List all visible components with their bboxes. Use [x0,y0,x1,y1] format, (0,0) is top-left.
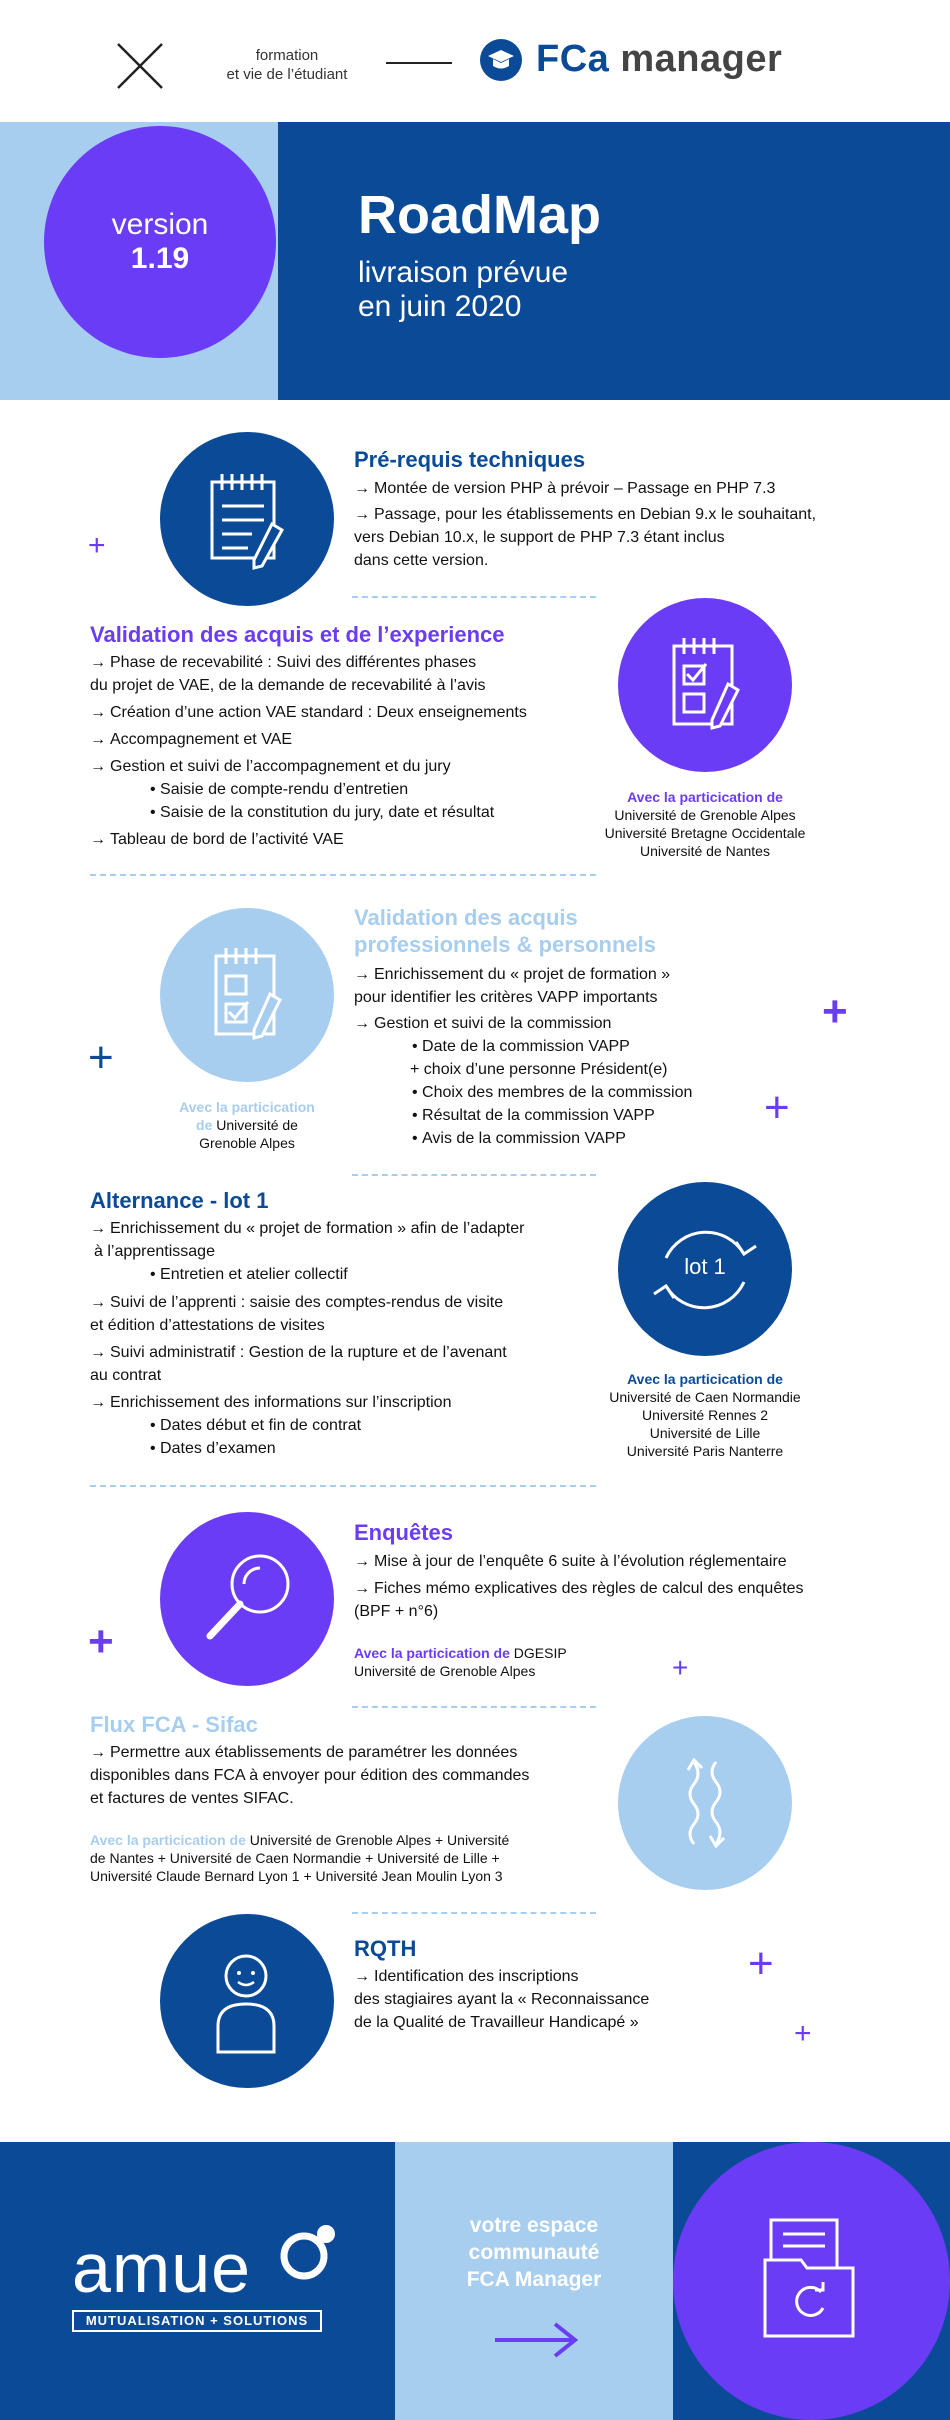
enquetes-partner-1: DGESIP [509,1645,567,1661]
community-circle [673,2142,950,2420]
page-subtitle [358,256,568,324]
subtitle-line1: livraison prévue [358,256,569,289]
vapp-subitem-2: • Choix des membres de la commission [412,1084,693,1101]
section-divider [352,1174,596,1176]
vae-subitem-2: • Saisie de la constitution du jury, date et résultat [150,804,495,821]
vapp-title-line1: Validation des acquis [354,905,578,930]
plus-decoration: + [748,1939,774,1988]
vapp-subitem-3: • Résultat de la commission VAPP [412,1107,655,1124]
sifac-circle [618,1716,792,1890]
brand-fca: FCa [536,38,610,80]
sifac-item-1-cont: disponibles dans FCA à envoyer pour édition des commandes [90,1767,530,1784]
vapp-partner-heading: Avec la particication [179,1099,315,1115]
rqth-item-1: → Identification des inscriptions [354,1968,579,1985]
vapp-item-1-cont: pour identifier les critères VAPP importants [354,989,658,1006]
alternance-partner-4: Université Paris Nanterre [626,1443,784,1459]
sifac-partner-heading: Avec la particication de [90,1832,246,1848]
alternance-partners [560,1370,850,1460]
version-label: version [111,208,209,241]
amue-logo-mark [280,2222,340,2282]
plus-decoration: + [764,1083,790,1132]
vae-title: Validation des acquis et de l’experience [90,622,505,647]
vapp-item-2: → Gestion et suivi de la commission [354,1015,612,1032]
version-circle [44,126,276,358]
vae-subitem-1: • Saisie de compte-rendu d’entretien [150,781,409,798]
vapp-subitem-3-text: Résultat de la commission VAPP [422,1107,655,1124]
sifac-item-1-cont2: et factures de ventes SIFAC. [90,1790,294,1807]
cta-line3: FCA Manager [466,2268,602,2291]
alternance-subitem-1-text: Entretien et atelier collectif [160,1266,348,1283]
alternance-item-3-cont: au contrat [90,1367,162,1384]
cta-line1: votre espace [469,2214,599,2237]
alternance-item-4-text: Enrichissement des informations sur l’inscription [110,1394,452,1411]
fca-manager-logo [480,36,830,84]
vae-circle [618,598,792,772]
magnifier-icon [160,1512,334,1686]
vae-item-4: → Gestion et suivi de l’accompagnement et du jury [90,758,451,775]
vae-subitem-1-text: Saisie de compte-rendu d’entretien [160,781,409,798]
enquetes-partner-2: Université de Grenoble Alpes [354,1663,536,1679]
vae-item-4-text: Gestion et suivi de l’accompagnement et du jury [110,758,451,775]
version-number: 1.19 [130,242,190,275]
sifac-partner-line3: Université Claude Bernard Lyon 1 + Université Jean Moulin Lyon 3 [90,1868,503,1884]
vae-item-3: → Accompagnement et VAE [90,731,293,748]
alternance-item-1-text: Enrichissement du « projet de formation » afin de l’adapter [110,1220,525,1237]
amue-logo-text: amue [72,2229,252,2307]
plus-decoration: + [88,1033,114,1082]
vae-item-5: → Tableau de bord de l’activité VAE [90,831,344,848]
vae-item-3-text: Accompagnement et VAE [110,731,293,748]
sifac-title: Flux FCA - Sifac [90,1712,258,1737]
alternance-partner-heading: Avec la particication de [627,1371,783,1387]
enquetes-title: Enquêtes [354,1520,454,1545]
rqth-item-1-text: Identification des inscriptions [374,1968,579,1985]
community-cta-panel[interactable] [395,2142,673,2420]
tagline-line1: formation [255,47,319,64]
vae-item-5-text: Tableau de bord de l’activité VAE [110,831,344,848]
vae-partner-3: Université de Nantes [640,843,770,859]
vapp-subitem-4: • Avis de la commission VAPP [412,1130,626,1147]
vapp-item-1: → Enrichissement du « projet de formation » [354,966,671,983]
vapp-subitem-1-text: Date de la commission VAPP [422,1038,630,1055]
alternance-item-1: → Enrichissement du « projet de formation » afin de l’adapter [90,1220,525,1237]
community-icon-panel [673,2142,950,2420]
sifac-partners [90,1831,509,1885]
sifac-partner-line1: Université de Grenoble Alpes + Université [245,1832,510,1848]
rqth-item-1-cont2: de la Qualité de Travailleur Handicapé » [354,2014,639,2031]
alternance-subitem-2: • Dates début et fin de contrat [150,1417,362,1434]
vapp-item-2-text: Gestion et suivi de la commission [374,1015,612,1032]
plus-decoration: + [794,2017,812,2050]
alternance-partner-1: Université de Caen Normandie [609,1389,801,1405]
prereq-circle [160,432,334,606]
section-divider [90,874,596,876]
plus-decoration: + [88,529,106,562]
vapp-circle [160,908,334,1082]
amue-tagline: MUTUALISATION + SOLUTIONS [72,2310,322,2332]
prereq-title: Pré-requis techniques [354,447,586,472]
vae-partners [560,788,850,860]
vae-item-2-text: Création d’une action VAE standard : Deux enseignements [110,704,527,721]
vae-item-1-cont: du projet de VAE, de la demande de recevabilité à l’avis [90,677,486,694]
document-sync-icon [673,2142,950,2420]
enquetes-circle [160,1512,334,1686]
alternance-item-4: → Enrichissement des informations sur l’inscription [90,1394,452,1411]
enquetes-item-2-text: Fiches mémo explicatives des règles de calcul des enquêtes [374,1580,804,1597]
vae-subitem-2-text: Saisie de la constitution du jury, date et résultat [160,804,495,821]
checklist-pencil-icon [618,598,792,772]
prereq-item-1: → Montée de version PHP à prévoir – Passage en PHP 7.3 [354,480,776,497]
section-divider [90,1485,596,1487]
vapp-subitem-4-text: Avis de la commission VAPP [422,1130,626,1147]
rqth-circle [160,1914,334,2088]
vae-item-1-text: Phase de recevabilité : Suivi des différentes phases [110,654,477,671]
rqth-title: RQTH [354,1936,417,1961]
vapp-partner-de: de [196,1117,213,1133]
header-separator [386,62,452,64]
plus-decoration: + [88,1617,114,1666]
enquetes-item-1: → Mise à jour de l’enquête 6 suite à l’évolution réglementaire [354,1553,787,1570]
vapp-partner-line2: Grenoble Alpes [199,1135,295,1151]
alternance-circle [618,1182,792,1356]
section-divider [352,1706,596,1708]
prereq-item-1-text: Montée de version PHP à prévoir – Passage en PHP 7.3 [374,480,776,497]
brand-text [536,38,782,81]
plus-decoration: + [822,987,848,1036]
vae-item-1: → Phase de recevabilité : Suivi des différentes phases [90,654,477,671]
sifac-item-1: → Permettre aux établissements de paramétrer les données [90,1744,518,1761]
enquetes-partners [354,1644,567,1680]
alternance-subitem-3: • Dates d’examen [150,1440,276,1457]
lot-badge: lot 1 [684,1254,726,1279]
prereq-item-2-cont: vers Debian 10.x, le support de PHP 7.3 étant inclus [354,529,725,546]
enquetes-item-1-text: Mise à jour de l’enquête 6 suite à l’évolution réglementaire [374,1553,787,1570]
alternance-item-2-text: Suivi de l’apprenti : saisie des comptes-rendus de visite [110,1294,504,1311]
vae-partner-2: Université Bretagne Occidentale [604,825,806,841]
wavy-arrows-icon [618,1716,792,1890]
enquetes-item-2-cont: (BPF + n°6) [354,1603,439,1620]
vapp-item-1-text: Enrichissement du « projet de formation » [374,966,671,983]
rqth-item-1-cont: des stagiaires ayant la « Reconnaissance [354,1991,650,2008]
person-icon [160,1914,334,2088]
arrow-right-icon[interactable] [491,2320,581,2360]
prereq-item-2: → Passage, pour les établissements en Debian 9.x le souhaitant, [354,506,817,523]
hero-title-panel [278,122,950,400]
header-tagline [207,46,367,84]
page-title: RoadMap [358,185,601,245]
alternance-partner-2: Université Rennes 2 [641,1407,769,1423]
alternance-item-3-text: Suivi administratif : Gestion de la rupture et de l’avenant [110,1344,507,1361]
section-divider [352,596,596,598]
vapp-subitem-2-text: Choix des membres de la commission [422,1084,693,1101]
checklist-pencil-icon [160,908,334,1082]
alternance-item-1-cont: à l’apprentissage [94,1243,215,1260]
community-cta-text[interactable] [395,2212,673,2293]
enquetes-item-2: → Fiches mémo explicatives des règles de calcul des enquêtes [354,1580,804,1597]
vapp-subitem-1: • Date de la commission VAPP [412,1038,630,1055]
vae-partner-1: Université de Grenoble Alpes [614,807,796,823]
alternance-subitem-2-text: Dates début et fin de contrat [160,1417,362,1434]
amue-panel [0,2142,395,2420]
enquetes-partner-heading: Avec la particication de [354,1645,510,1661]
prereq-item-2-text: Passage, pour les établissements en Debian 9.x le souhaitant, [374,506,817,523]
notepad-pencil-icon [160,432,334,606]
alternance-partner-3: Université de Lille [649,1425,761,1441]
prereq-item-2-cont2: dans cette version. [354,552,489,569]
section-divider [352,1912,596,1914]
vae-item-2: → Création d’une action VAE standard : Deux enseignements [90,704,527,721]
vapp-partner-line1: Université de [212,1117,298,1133]
subtitle-line2: en juin 2020 [358,290,522,323]
graduation-cap-icon [480,39,522,81]
vae-partner-heading: Avec la particication de [627,789,783,805]
vapp-subitem-1-cont: + choix d’une personne Président(e) [410,1061,668,1078]
sifac-partner-line2: de Nantes + Université de Caen Normandie + Université de Lille + [90,1850,500,1866]
brand-manager: manager [609,38,783,80]
alternance-subitem-3-text: Dates d’examen [160,1440,276,1457]
cta-line2: communauté [468,2241,600,2264]
hero-version-panel [0,122,278,400]
vapp-partners [140,1098,354,1152]
sifac-item-1-text: Permettre aux établissements de paramétrer les données [110,1744,518,1761]
alternance-item-3: → Suivi administratif : Gestion de la rupture et de l’avenant [90,1344,507,1361]
alternance-item-2: → Suivi de l’apprenti : saisie des comptes-rendus de visite [90,1294,504,1311]
vapp-title [354,904,656,958]
alternance-subitem-1: • Entretien et atelier collectif [150,1266,348,1283]
alternance-item-2-cont: et édition d’attestations de visites [90,1317,325,1334]
plus-decoration: + [672,1652,689,1683]
close-icon [112,38,168,94]
alternance-title: Alternance - lot 1 [90,1188,269,1213]
vapp-title-line2: professionnels & personnels [354,932,656,957]
tagline-line2: et vie de l’étudiant [226,66,348,83]
